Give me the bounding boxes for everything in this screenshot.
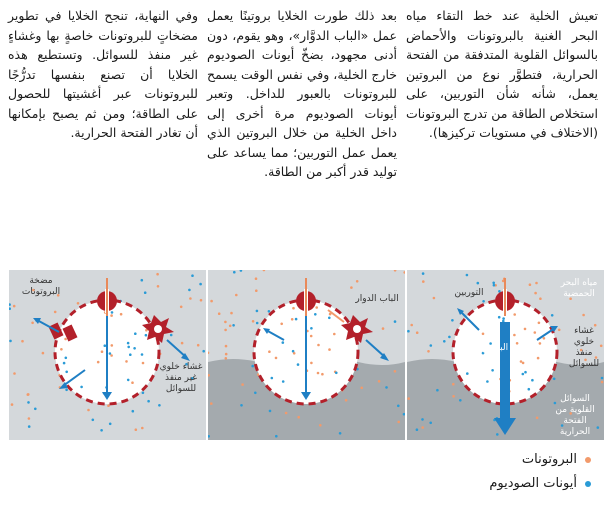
sea-particle (65, 389, 68, 392)
sea-particle (77, 302, 80, 305)
sea-particle (536, 417, 539, 420)
sea-particle (31, 322, 34, 325)
cell-particle (109, 352, 112, 355)
sea-particle (224, 321, 227, 324)
cell-particle (543, 337, 546, 340)
sea-particle (451, 319, 454, 322)
sea-particle (410, 324, 413, 327)
cell-particle (538, 322, 541, 325)
cell-particle (111, 311, 114, 314)
sea-particle (54, 311, 57, 314)
cell-particle (531, 379, 534, 382)
cell-particle (129, 353, 132, 356)
cell-particle (516, 342, 519, 345)
cell-particle (513, 334, 516, 337)
sea-particle (421, 418, 424, 421)
text-column-1: تعيش الخلية عند خط التقاء مياه البحر الغنية بالبروتونات والأحماض بالسوائل القلوية المتدفقة من الفتحة الحرارية، فتطوَّر نوع من البروتين يعمل، شأنه شأن التوربين، على استخلاص الطاقة من تدرج البروتونات (الاختلاف في مستويات تركيزها). (406, 8, 598, 140)
sea-particle (553, 378, 556, 381)
cell-particle (502, 320, 505, 323)
sea-particle (421, 426, 424, 429)
sea-particle (156, 273, 159, 276)
sea-particle (394, 370, 397, 373)
sea-particle (210, 300, 213, 303)
cell-particle (537, 357, 540, 360)
legend-protons-label: البروتونات (521, 452, 577, 467)
cell-particle (315, 306, 318, 309)
cell-particle (111, 344, 114, 347)
label-leaky-membrane: غشاء خلوي منفذ للسوائل (568, 326, 600, 369)
sea-particle (477, 282, 480, 285)
cell-particle (502, 317, 505, 320)
sea-particle (147, 400, 150, 403)
cell-particle (65, 357, 68, 360)
sea-particle (9, 340, 12, 343)
cell-particle (466, 372, 469, 375)
sea-particle (430, 344, 433, 347)
cell-particle (297, 363, 300, 366)
sea-particle (230, 312, 233, 315)
sea-particle (492, 282, 495, 285)
sea-particle (422, 272, 425, 275)
sea-particle (181, 342, 184, 345)
sea-particle (135, 428, 138, 431)
sea-particle (394, 320, 397, 323)
sea-particle (429, 422, 432, 425)
sea-particle (34, 408, 37, 411)
sea-particle (202, 350, 205, 353)
sea-particle (427, 350, 430, 353)
sea-particle (582, 314, 585, 317)
label-vent-fluid: السوائل القلوية من الفتحة الحرارية (555, 394, 595, 437)
sea-particle (200, 299, 203, 302)
cell-particle (101, 350, 104, 353)
sea-particle (225, 345, 228, 348)
cell-particle (522, 373, 525, 376)
sea-particle (229, 325, 232, 328)
sea-particle (107, 404, 110, 407)
sea-particle (397, 421, 400, 424)
cell-particle (524, 328, 527, 331)
cell-particle (131, 381, 134, 384)
sea-particle (144, 291, 147, 294)
sea-particle (356, 280, 359, 283)
cell-particle (275, 357, 278, 360)
sea-particle (448, 336, 451, 339)
sea-particle (197, 344, 200, 347)
cell-particle (524, 371, 527, 374)
cell-particle (310, 327, 313, 330)
sea-particle (27, 393, 30, 396)
sea-particle (241, 383, 244, 386)
sea-particle (13, 305, 16, 308)
cell-particle (335, 372, 338, 375)
legend-sodium (489, 476, 591, 491)
sea-particle (199, 283, 202, 286)
sea-particle (42, 352, 45, 355)
cell-particle (127, 346, 130, 349)
sea-particle (269, 410, 272, 413)
legend-protons (522, 452, 591, 467)
cell-particle (295, 318, 298, 321)
legend-sodium-label: أيونات الصوديوم (489, 476, 577, 491)
sea-particle (109, 423, 112, 426)
sea-particle (601, 381, 604, 384)
sea-particle (132, 410, 135, 413)
panel-sealed-cell (9, 270, 206, 440)
sodium-dot-icon (585, 481, 591, 487)
sea-particle (350, 286, 353, 289)
cell-particle (310, 362, 313, 365)
sea-particle (225, 353, 228, 356)
sea-particle (534, 292, 537, 295)
sea-particle (188, 289, 191, 292)
cell-particle (321, 373, 324, 376)
sea-particle (551, 314, 554, 317)
sea-particle (142, 392, 145, 395)
sea-particle (601, 377, 604, 380)
sea-particle (92, 419, 95, 422)
sea-particle (433, 297, 436, 300)
sea-particle (535, 282, 538, 285)
cell-particle (317, 372, 320, 375)
sea-particle (232, 324, 235, 327)
sea-particle (28, 417, 31, 420)
sea-particle (157, 285, 160, 288)
sea-particle (191, 274, 194, 277)
sea-particle (252, 320, 255, 323)
cell-particle (291, 318, 294, 321)
cell-particle (310, 335, 313, 338)
cell-particle (104, 344, 107, 347)
sea-particle (539, 297, 542, 300)
cell-particle (127, 379, 130, 382)
sea-particle (210, 402, 213, 405)
sea-particle (496, 433, 499, 436)
cell-particle (314, 313, 317, 316)
cell-particle (282, 341, 285, 344)
cell-particle (110, 314, 113, 317)
sea-particle (339, 432, 342, 435)
text-column-3: وفي النهاية، تنجح الخلايا في تطوير مضخاتٍ للبروتونات خاصةٍ بها وغشاءٍ غير منفذ للسوائل. وتستطيع هذه الخلايا أن تصنع بنفسها تدرُّجًا للبروتونات عبر أغشيتها للحصول على الطاقة؛ ومن ثم يصبح بإمكانها أن تغادر الفتحة الحرارية. (8, 8, 198, 140)
sea-particle (360, 387, 363, 390)
sea-particle (345, 399, 348, 402)
sea-particle (21, 340, 24, 343)
sea-particle (87, 409, 90, 412)
sea-particle (27, 401, 30, 404)
cell-particle (64, 338, 67, 341)
sea-particle (170, 334, 173, 337)
cell-particle (486, 380, 489, 383)
sea-particle (251, 365, 254, 368)
sea-particle (297, 416, 300, 419)
sea-particle (407, 330, 410, 333)
sea-particle (255, 277, 258, 280)
sea-particle (466, 274, 469, 277)
label-revolving-door: الباب الدوار (355, 294, 399, 304)
sea-particle (268, 310, 271, 313)
label-acidic-sea: مياه البحر الحمضية (560, 278, 598, 299)
sea-particle (452, 395, 455, 398)
panel-leaky-cell (407, 270, 604, 440)
cell-particle (491, 369, 494, 372)
sea-particle (422, 280, 425, 283)
cell-particle (127, 342, 130, 345)
cell-particle (268, 350, 271, 353)
label-turbine: التوربين (454, 288, 484, 298)
cell-particle (328, 317, 331, 320)
cell-particle (63, 362, 66, 365)
sea-particle (382, 327, 385, 330)
cell-particle (328, 348, 331, 351)
cell-particle (513, 313, 516, 316)
cell-particle (125, 360, 128, 363)
cell-particle (80, 386, 83, 389)
sea-particle (100, 429, 103, 432)
label-proton-gradient: تدرج البروتونات (469, 332, 509, 353)
sea-particle (189, 297, 192, 300)
sea-particle (256, 310, 259, 313)
sea-particle (180, 306, 183, 309)
sea-particle (397, 405, 400, 408)
sea-particle (385, 386, 388, 389)
cell-particle (110, 354, 113, 357)
sea-particle (218, 312, 221, 315)
sea-particle (141, 427, 144, 430)
sea-particle (493, 284, 496, 287)
cell-particle (65, 371, 68, 374)
sea-particle (141, 279, 144, 282)
cell-particle (282, 380, 285, 383)
sea-particle (28, 425, 31, 428)
sea-particle (443, 340, 446, 343)
cell-particle (133, 347, 136, 350)
cell-particle (134, 332, 137, 335)
sea-particle (158, 404, 161, 407)
cell-particle (528, 388, 531, 391)
cell-particle (522, 362, 525, 365)
label-proton-pump: مضخة البروتونات (21, 276, 61, 297)
sea-particle (254, 392, 257, 395)
cell-particle (534, 331, 537, 334)
cell-particle (539, 342, 542, 345)
panel-revolving-door (208, 270, 405, 440)
sea-particle (13, 372, 16, 375)
sea-particle (452, 383, 455, 386)
sea-particle (416, 331, 419, 334)
cell-particle (333, 333, 336, 336)
sea-particle (378, 380, 381, 383)
cell-particle (97, 361, 100, 364)
sea-particle (482, 300, 485, 303)
sea-particle (11, 403, 14, 406)
sea-particle (275, 435, 278, 438)
label-sealed-membrane: غشاء خلوي غير منفذ للسوائل (159, 362, 203, 394)
sea-particle (407, 397, 410, 400)
cell-particle (142, 362, 145, 365)
sea-particle (436, 389, 439, 392)
proton-dot-icon (585, 457, 591, 463)
cell-particle (60, 348, 63, 351)
sea-particle (224, 329, 227, 332)
sea-particle (235, 294, 238, 297)
sea-particle (285, 412, 288, 415)
sea-particle (256, 322, 259, 325)
cell-particle (292, 307, 295, 310)
cell-particle (293, 352, 296, 355)
sea-particle (255, 289, 258, 292)
cell-particle (145, 334, 148, 337)
sea-particle (529, 283, 532, 286)
cell-particle (141, 353, 144, 356)
sea-particle (233, 271, 236, 274)
cell-particle (271, 377, 274, 380)
cell-particle (498, 316, 501, 319)
sea-particle (240, 404, 243, 407)
sea-particle (416, 428, 419, 431)
sea-particle (558, 329, 561, 332)
text-column-2: بعد ذلك طورت الخلايا بروتينًا يعمل عمل «الباب الدوَّار»، وهو يقوم، دون أدنى مجهود، بضخّ أيونات الصوديوم خارج الخلية، وفي نفس الوقت يسمح للبروتونات بالعبور للداخل. وتعبر أيونات الصوديوم مرة أخرى إلى داخل الخلية من خلال البروتين الذي يعمل عمل التوربين؛ مما يساعد على توليد قدر أكبر من الطاقة. (207, 8, 397, 179)
cell-particle (317, 344, 320, 347)
cell-particle (120, 313, 123, 316)
sea-particle (225, 357, 228, 360)
sea-particle (459, 399, 462, 402)
sea-particle (319, 424, 322, 427)
cell-particle (280, 323, 283, 326)
